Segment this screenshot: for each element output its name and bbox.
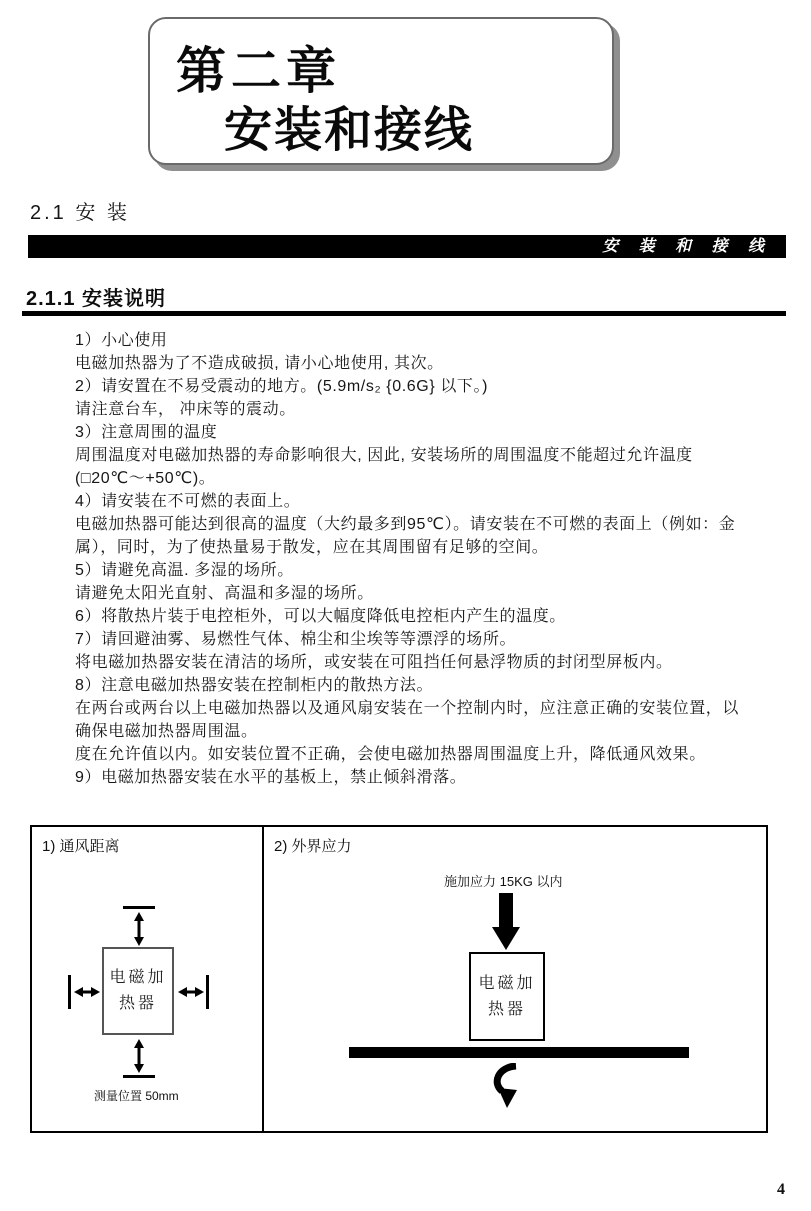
subsection-heading: 2.1.1 安装说明 — [26, 288, 167, 310]
base-plate-bar — [349, 1047, 689, 1058]
chapter-number: 第二章 — [176, 43, 341, 99]
figure-box — [30, 825, 768, 1133]
body-line: 9）电磁加热器安装在水平的基板上，禁止倾斜滑落。 — [75, 769, 467, 786]
page-number: 4 — [777, 1181, 785, 1198]
body-line: 度在允许值以内。如安装位置不正确，会使电磁加热器周围温度上升，降低通风效果。 — [75, 746, 706, 763]
heater-box-left — [102, 947, 174, 1035]
figure-right-title: 2) 外界应力 — [274, 838, 352, 855]
body-line: 电磁加热器为了不造成破损, 请小心地使用, 其次。 — [75, 355, 444, 372]
figure-left-title: 1) 通风距离 — [42, 838, 120, 855]
body-line: 6）将散热片装于电控柜外，可以大幅度降低电控柜内产生的温度。 — [75, 608, 566, 625]
chapter-banner — [28, 235, 786, 258]
body-line: 4）请安装在不可燃的表面上。 — [75, 493, 301, 510]
body-line: 周围温度对电磁加热器的寿命影响很大, 因此, 安装场所的周围温度不能超过允许温度 — [75, 447, 693, 464]
body-line: 5）请避免高温. 多湿的场所。 — [75, 562, 294, 579]
body-line: 确保电磁加热器周围温。 — [75, 723, 258, 740]
chapter-title-box — [148, 17, 614, 165]
heading-rule — [22, 311, 786, 316]
force-down-arrow-icon — [490, 893, 522, 951]
body-line: 8）注意电磁加热器安装在控制柜内的散热方法。 — [75, 677, 434, 694]
section-heading: 2.1 安 装 — [30, 202, 130, 224]
body-line: 请注意台车， 冲床等的震动。 — [75, 401, 296, 418]
vertical-distance-arrow-top-icon — [132, 912, 146, 946]
figure-cell-stress — [264, 827, 766, 1131]
left-tick-mark — [68, 975, 71, 1009]
chapter-title: 安装和接线 — [224, 104, 475, 157]
body-line: 1）小心使用 — [75, 332, 168, 349]
vertical-distance-arrow-bottom-icon — [132, 1039, 146, 1073]
measure-position-caption: 测量位置 50mm — [94, 1089, 179, 1103]
heater-label-line2: 热器 — [487, 1001, 526, 1018]
heater-box-right — [469, 952, 545, 1041]
body-line: 在两台或两台以上电磁加热器以及通风扇安装在一个控制内时，应注意正确的安装位置，以 — [75, 700, 740, 717]
banner-label: 安 装 和 接 线 — [602, 238, 772, 255]
body-line: (□20℃～+50℃)。 — [75, 470, 216, 487]
body-line: 请避免太阳光直射、高温和多湿的场所。 — [75, 585, 374, 602]
body-line: 属），同时，为了使热量易于散发，应在其周围留有足够的空间。 — [75, 539, 549, 556]
right-tick-mark — [206, 975, 209, 1009]
heater-label-line1: 电磁加 — [478, 975, 536, 992]
heater-label-line2: 热器 — [118, 995, 157, 1012]
force-label: 施加应力 15KG 以内 — [444, 874, 563, 889]
body-line: 3）注意周围的温度 — [75, 424, 218, 441]
curved-slip-arrow-icon — [491, 1063, 523, 1109]
bottom-tick-mark — [123, 1075, 155, 1078]
figure-cell-ventilation — [32, 827, 264, 1131]
top-tick-mark — [123, 906, 155, 909]
heater-label-line1: 电磁加 — [109, 969, 167, 986]
horizontal-distance-arrow-left-icon — [74, 985, 100, 999]
body-line: 将电磁加热器安装在清洁的场所，或安装在可阻挡任何悬浮物质的封闭型屏板内。 — [75, 654, 673, 671]
body-line: 7）请回避油雾、易燃性气体、棉尘和尘埃等等漂浮的场所。 — [75, 631, 517, 648]
body-line: 2）请安置在不易受震动的地方。(5.9m/s₂ {0.6G} 以下。) — [75, 378, 489, 395]
horizontal-distance-arrow-right-icon — [178, 985, 204, 999]
body-line: 电磁加热器可能达到很高的温度（大约最多到95℃）。请安装在不可燃的表面上（例如：金 — [75, 516, 736, 533]
body-text — [75, 329, 789, 789]
